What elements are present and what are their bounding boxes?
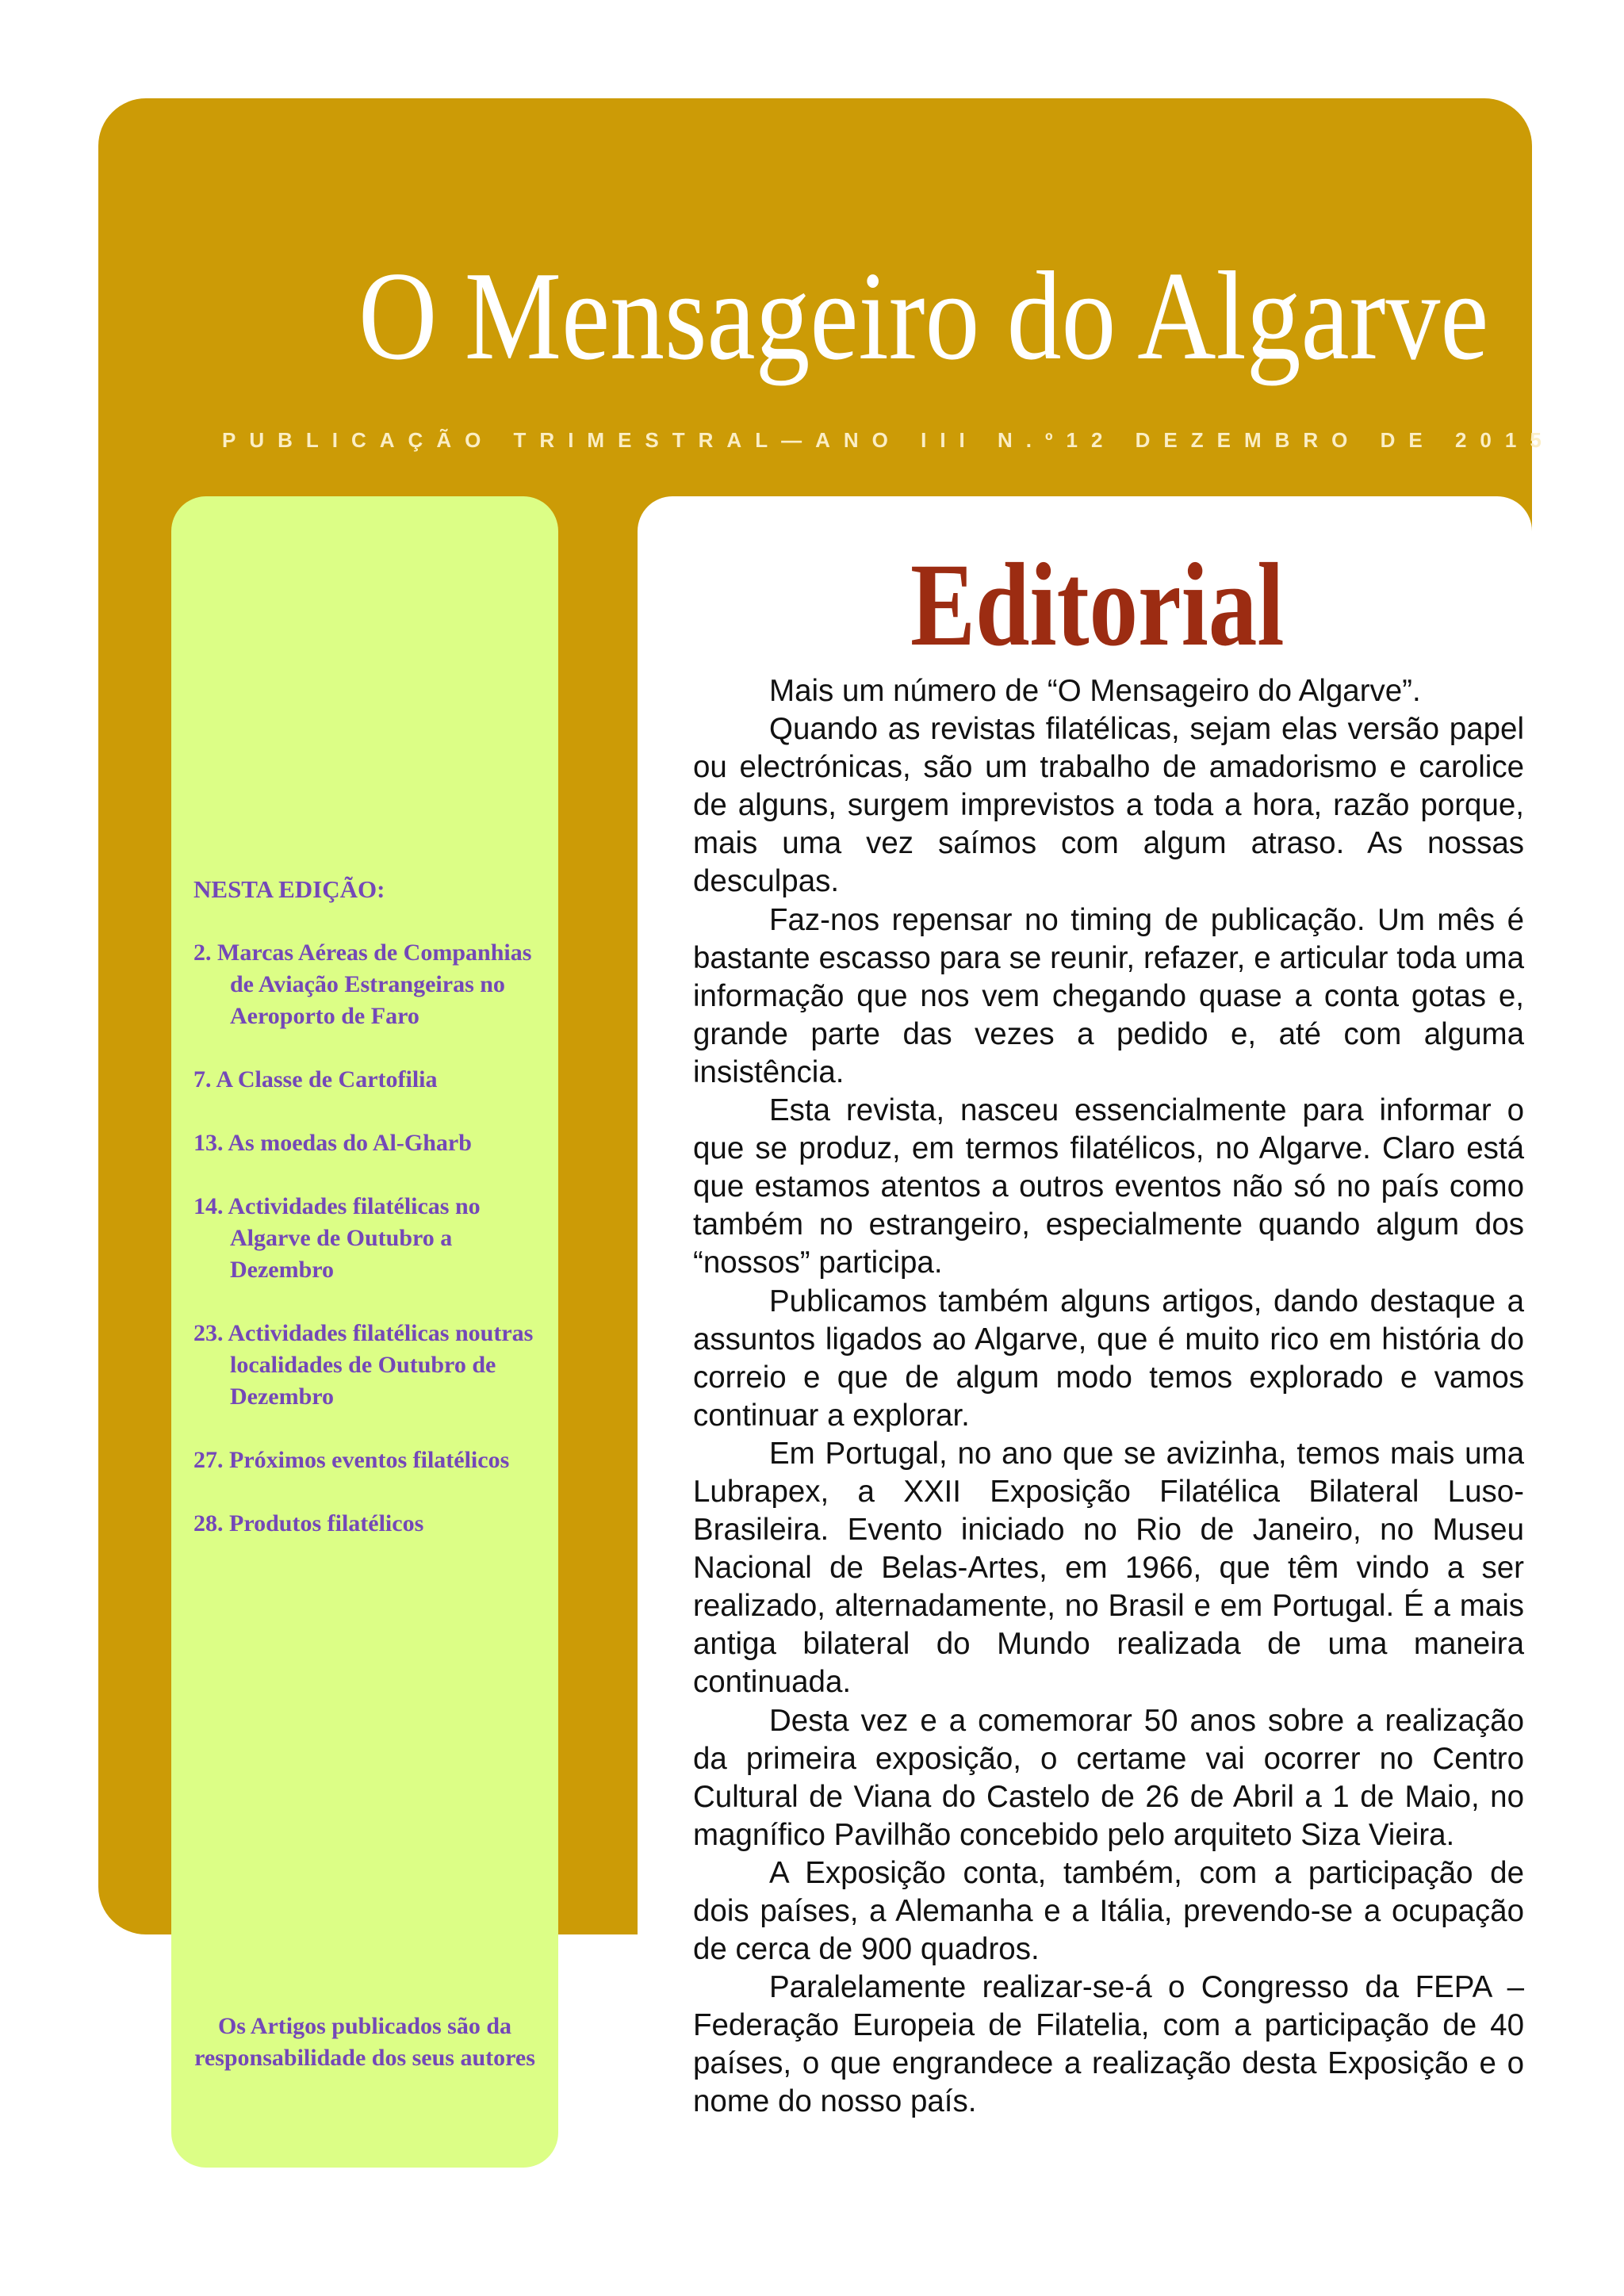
editorial-body	[693, 672, 1524, 2122]
editorial-paragraph: Mais um número de “O Mensageiro do Algarve”.	[769, 674, 1421, 708]
toc-item[interactable]	[193, 937, 542, 1032]
toc-item[interactable]	[193, 1445, 542, 1476]
toc-item-title: Actividades filatélicas noutras localidades de Outubro de Dezembro	[228, 1320, 534, 1410]
editorial-paragraph: Esta revista, nasceu essencialmente para informar o que se produz, em termos filatélicos, no Algarve. Claro está que estamos atentos a outros eventos não só no país como também no estrangeiro, especialmente quando algum dos “nossos” participa.	[693, 1093, 1524, 1280]
editorial-paragraph: A Exposição conta, também, com a participação de dois países, a Alemanha e a Itália, prevendo-se a ocupação de cerca de 900 quadros.	[693, 1855, 1524, 1967]
editorial-paragraph: Publicamos também alguns artigos, dando destaque a assuntos ligados ao Algarve, que é muito rico em história do correio e que de algum modo temos explorado e vamos continuar a explorar.	[693, 1284, 1524, 1433]
editorial-paragraph: Desta vez e a comemorar 50 anos sobre a realização da primeira exposição, o certame vai ocorrer no Centro Cultural de Viana do Castelo de 26 de Abril a 1 de Maio, no magnífico Pavilhão concebido pelo arquiteto Siza Vieira.	[693, 1703, 1524, 1852]
toc-item-number: 23.	[193, 1320, 224, 1346]
disclaimer-note: Os Artigos publicados são da responsabilidade dos seus autores	[194, 2013, 535, 2071]
toc-item-number: 7.	[193, 1066, 212, 1093]
toc-item[interactable]	[193, 1318, 542, 1413]
toc-item-number: 2.	[193, 939, 212, 966]
toc-item-title: Próximos eventos filatélicos	[229, 1447, 510, 1473]
table-of-contents	[193, 874, 542, 1571]
masthead-title: O Mensageiro do Algarve	[358, 245, 1489, 386]
editorial-paragraph: Em Portugal, no ano que se avizinha, temos mais uma Lubrapex, a XXII Exposição Filatélica Bilateral Luso-Brasileira. Evento iniciado no Rio de Janeiro, no Museu Nacional de Belas-Artes, em 1966, que têm vindo a ser realizado, alternadamente, no Brasil e em Portugal. É a mais antiga bilateral do Mundo realizada de uma maneira continuada.	[693, 1436, 1524, 1700]
publication-subtitle: PUBLICAÇÃO TRIMESTRAL—ANO III N.º12 DEZEMBRO DE 2015	[222, 428, 1555, 452]
editorial-paragraph: Faz-nos repensar no timing de publicação. Um mês é bastante escasso para se reunir, refazer, e articular toda uma informação que nos vem chegando quase a conta gotas e, grande parte das vezes a pedido e, até com alguma insistência.	[693, 902, 1524, 1089]
toc-item-number: 27.	[193, 1447, 224, 1473]
toc-item-title: Actividades filatélicas no Algarve de Outubro a Dezembro	[228, 1193, 481, 1283]
editorial-paragraph: Quando as revistas filatélicas, sejam elas versão papel ou electrónicas, são um trabalho de amadorismo e carolice de alguns, surgem imprevistos a toda a hora, razão porque, mais uma vez saímos com algum atraso. As nossas desculpas.	[693, 712, 1524, 899]
toc-item-title: As moedas do Al-Gharb	[228, 1130, 472, 1156]
toc-item-number: 13.	[193, 1130, 224, 1156]
toc-item-title: Produtos filatélicos	[229, 1510, 424, 1536]
toc-item[interactable]	[193, 1191, 542, 1286]
editorial-title: Editorial	[910, 539, 1285, 671]
editorial-paragraph: Paralelamente realizar-se-á o Congresso da FEPA – Federação Europeia de Filatelia, com a participação de 40 países, o que engrandece a realização desta Exposição e o nome do nosso país.	[693, 1970, 1524, 2119]
toc-item[interactable]	[193, 1127, 542, 1159]
toc-item-title: Marcas Aéreas de Companhias de Aviação Estrangeiras no Aeroporto de Faro	[217, 939, 532, 1029]
toc-heading: NESTA EDIÇÃO:	[193, 875, 385, 903]
toc-item-number: 14.	[193, 1193, 224, 1219]
toc-item-title: A Classe de Cartofilia	[216, 1066, 438, 1093]
toc-item[interactable]	[193, 1508, 542, 1540]
toc-item-number: 28.	[193, 1510, 224, 1536]
toc-item[interactable]	[193, 1064, 542, 1096]
